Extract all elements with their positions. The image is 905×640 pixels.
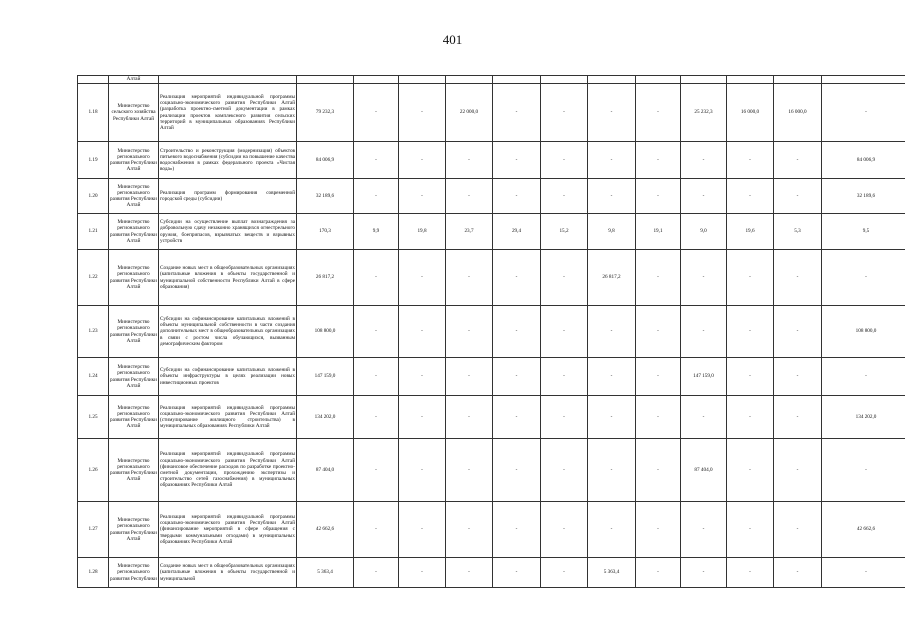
year-value-cell: - (446, 558, 493, 588)
year-value-cell: 147 159,0 (681, 358, 727, 396)
description-cell: Реализация мероприятий индивидуальной программы социально-экономического развития Республики Алтай (стимулирование жилищного строительства) в муниципальных образованиях Республики Алтай (159, 396, 297, 439)
year-value-cell: - (681, 179, 727, 214)
table-row (78, 502, 905, 558)
description-cell: Реализация программ формирования современной городской среды (субсидии) (159, 179, 297, 214)
agency-cell: Министерство регионального развития Республики Алтай (109, 179, 159, 214)
year-value-cell: - (541, 358, 588, 396)
agency-cell: Министерство регионального развития Республики Алтай (109, 306, 159, 358)
total-value-cell: 108 800,0 (297, 306, 354, 358)
total-value-cell: 79 232,3 (297, 84, 354, 142)
year-value-cell: - (774, 558, 822, 588)
agency-cell: Министерство регионального развития Республики Алтай (109, 502, 159, 558)
year-value-cell: - (399, 396, 446, 439)
year-value-cell: - (588, 396, 636, 439)
year-value-cell: - (727, 558, 774, 588)
year-value-cell: 84 006,9 (822, 142, 905, 179)
year-value-cell: 19,1 (636, 214, 681, 250)
year-value-cell: - (588, 84, 636, 142)
year-value-cell: - (541, 558, 588, 588)
agency-cell: Министерство регионального развития Республики Алтай (109, 214, 159, 250)
table-row (78, 358, 905, 396)
year-value-cell: - (446, 502, 493, 558)
agency-cell: Министерство регионального развития Республики (109, 558, 159, 588)
year-value-cell: - (399, 558, 446, 588)
row-number-cell: 1.25 (78, 396, 109, 439)
year-value-cell: - (822, 439, 905, 502)
description-cell: Субсидии на софинансирование капитальных вложений в объекты муниципальной собственности в части создания дополнительных мест в общеобразовательных организациях в связи с ростом числа обучающихся, вызванным демографическим фактором (159, 306, 297, 358)
agency-cell: Министерство регионального развития Республики Алтай (109, 358, 159, 396)
year-value-cell: - (354, 439, 399, 502)
year-value-cell: - (446, 439, 493, 502)
total-value-cell: 87 404,0 (297, 439, 354, 502)
agency-cell: Министерство сельского хозяйства Республики Алтай (109, 84, 159, 142)
year-value-cell: - (399, 306, 446, 358)
row-number-cell: 1.21 (78, 214, 109, 250)
year-value-cell: - (727, 502, 774, 558)
table-row (78, 396, 905, 439)
year-value-cell: 16 000,0 (727, 84, 774, 142)
year-value-cell: - (446, 179, 493, 214)
year-value-cell: - (493, 142, 541, 179)
year-value-cell: - (681, 306, 727, 358)
table-row (78, 142, 905, 179)
year-value-cell: - (446, 358, 493, 396)
year-value-cell: 26 817,2 (588, 250, 636, 306)
year-value-cell: - (493, 558, 541, 588)
year-value-cell: - (399, 250, 446, 306)
year-value-cell: - (727, 439, 774, 502)
year-value-cell: 19,6 (727, 214, 774, 250)
year-value-cell: - (774, 250, 822, 306)
year-value-cell: - (493, 439, 541, 502)
year-value-cell: - (727, 250, 774, 306)
agency-cell: Министерство регионального развития Республики Алтай (109, 396, 159, 439)
year-value-cell: - (354, 502, 399, 558)
agency-cell: Алтай (109, 76, 159, 84)
row-number-cell: 1.28 (78, 558, 109, 588)
row-number-cell: 1.19 (78, 142, 109, 179)
year-value-cell: - (727, 306, 774, 358)
year-value-cell: - (727, 358, 774, 396)
year-value-cell: - (541, 396, 588, 439)
description-cell: Реализация мероприятий индивидуальной программы социально-экономического развития Республики Алтай (разработка проектно-сметной документации в рамках реализации проектов комплексного развития сельских территорий в муниципальных образованиях Республики Алтай (159, 84, 297, 142)
description-cell: Создание новых мест в общеобразовательных организациях (капитальные вложения в объекты государственной и муниципальной (159, 558, 297, 588)
agency-cell: Министерство регионального развития Республики Алтай (109, 439, 159, 502)
description-cell: Реализация мероприятий индивидуальной программы социально-экономического развития Республики Алтай (финансирование мероприятий в сфере обращения с твердыми коммунальными отходами) в муниципальных образованиях Республики Алтай (159, 502, 297, 558)
year-value-cell: 9,9 (354, 214, 399, 250)
year-value-cell: - (354, 306, 399, 358)
year-value-cell: - (727, 179, 774, 214)
year-value-cell: - (681, 396, 727, 439)
year-value-cell: - (822, 358, 905, 396)
year-value-cell: 5,3 (774, 214, 822, 250)
row-number-cell: 1.24 (78, 358, 109, 396)
table-row (78, 558, 905, 588)
year-value-cell: - (354, 250, 399, 306)
year-value-cell: - (493, 250, 541, 306)
year-value-cell: - (774, 439, 822, 502)
table-row (78, 179, 905, 214)
row-number-cell: 1.27 (78, 502, 109, 558)
year-value-cell: - (541, 502, 588, 558)
year-value-cell: - (493, 306, 541, 358)
year-value-cell: - (493, 84, 541, 142)
year-value-cell: - (636, 439, 681, 502)
year-value-cell: 29,4 (493, 214, 541, 250)
year-value-cell: - (446, 396, 493, 439)
agency-cell: Министерство регионального развития Республики Алтай (109, 142, 159, 179)
year-value-cell: - (774, 306, 822, 358)
year-value-cell: 9,0 (681, 214, 727, 250)
year-value-cell: - (636, 84, 681, 142)
total-value-cell: 32 189,6 (297, 179, 354, 214)
budget-table (77, 75, 905, 588)
year-value-cell: - (493, 179, 541, 214)
description-cell: Строительство и реконструкция (модернизация) объектов питьевого водоснабжения (субсидии на повышение качества водоснабжения в рамках федерального проекта «Чистая вода») (159, 142, 297, 179)
year-value-cell: - (399, 179, 446, 214)
row-number-cell: 1.18 (78, 84, 109, 142)
description-cell: Реализация мероприятий индивидуальной программы социально-экономического развития Республики Алтай (финансовое обеспечение расходов по разработке проектно-сметной документации, прохождению экспертизы и строительство сетей газоснабжения) в муниципальных образованиях Республики Алтай (159, 439, 297, 502)
year-value-cell: - (774, 502, 822, 558)
year-value-cell: - (541, 84, 588, 142)
year-value-cell: - (399, 502, 446, 558)
year-value-cell: 16 000,0 (774, 84, 822, 142)
description-cell: Субсидии на осуществление выплат вознаграждения за добровольную сдачу незаконно хранящихся огнестрельного оружия, боеприпасов, взрывчатых веществ и взрывных устройств (159, 214, 297, 250)
total-value-cell: 42 662,6 (297, 502, 354, 558)
year-value-cell: - (727, 142, 774, 179)
year-value-cell: - (493, 358, 541, 396)
table-row (78, 214, 905, 250)
table-row (78, 439, 905, 502)
year-value-cell: - (446, 142, 493, 179)
year-value-cell: - (681, 142, 727, 179)
year-value-cell: - (681, 558, 727, 588)
year-value-cell: - (636, 179, 681, 214)
year-value-cell: - (727, 396, 774, 439)
year-value-cell: 87 404,0 (681, 439, 727, 502)
year-value-cell: 23,7 (446, 214, 493, 250)
year-value-cell: 9,8 (588, 214, 636, 250)
year-value-cell: 19,8 (399, 214, 446, 250)
row-number-cell: 1.23 (78, 306, 109, 358)
year-value-cell: - (354, 396, 399, 439)
year-value-cell: - (636, 250, 681, 306)
year-value-cell: 134 202,0 (822, 396, 905, 439)
year-value-cell: 25 232,3 (681, 84, 727, 142)
year-value-cell: 108 800,0 (822, 306, 905, 358)
table-row-continuation (78, 76, 905, 84)
year-value-cell: - (588, 306, 636, 358)
year-value-cell: - (399, 439, 446, 502)
year-value-cell: - (354, 84, 399, 142)
year-value-cell: - (636, 306, 681, 358)
year-value-cell: 32 189,6 (822, 179, 905, 214)
year-value-cell: - (588, 179, 636, 214)
table-row (78, 306, 905, 358)
year-value-cell: - (774, 142, 822, 179)
year-value-cell: - (588, 502, 636, 558)
description-cell: Создание новых мест в общеобразовательных организациях (капитальные вложения в объекты государственной и муниципальной собственности Республики Алтай в сфере образования) (159, 250, 297, 306)
year-value-cell: - (493, 396, 541, 439)
total-value-cell: 5 363,4 (297, 558, 354, 588)
table-row (78, 250, 905, 306)
row-number-cell: 1.20 (78, 179, 109, 214)
total-value-cell: 84 006,9 (297, 142, 354, 179)
year-value-cell: - (636, 396, 681, 439)
year-value-cell: - (399, 358, 446, 396)
year-value-cell: - (541, 179, 588, 214)
year-value-cell: - (446, 306, 493, 358)
year-value-cell: 9,5 (822, 214, 905, 250)
year-value-cell: - (493, 502, 541, 558)
year-value-cell: - (636, 502, 681, 558)
total-value-cell: 134 202,0 (297, 396, 354, 439)
year-value-cell: - (636, 358, 681, 396)
year-value-cell: - (822, 250, 905, 306)
total-value-cell: 147 159,0 (297, 358, 354, 396)
year-value-cell: - (681, 250, 727, 306)
year-value-cell: - (588, 358, 636, 396)
page-number: 401 (442, 32, 463, 47)
year-value-cell: - (446, 250, 493, 306)
year-value-cell: - (399, 84, 446, 142)
year-value-cell: - (541, 250, 588, 306)
year-value-cell: - (822, 558, 905, 588)
year-value-cell: 5 363,4 (588, 558, 636, 588)
year-value-cell: - (774, 396, 822, 439)
year-value-cell: - (636, 558, 681, 588)
year-value-cell: - (588, 439, 636, 502)
year-value-cell: - (354, 142, 399, 179)
year-value-cell: - (399, 142, 446, 179)
year-value-cell: - (681, 502, 727, 558)
year-value-cell: - (541, 306, 588, 358)
year-value-cell: - (541, 142, 588, 179)
year-value-cell: - (354, 558, 399, 588)
total-value-cell: 170,3 (297, 214, 354, 250)
year-value-cell: - (774, 358, 822, 396)
year-value-cell: - (822, 84, 905, 142)
year-value-cell: - (774, 179, 822, 214)
year-value-cell: - (354, 358, 399, 396)
row-number-cell: 1.26 (78, 439, 109, 502)
table-row (78, 84, 905, 142)
year-value-cell: - (588, 142, 636, 179)
year-value-cell: 22 000,0 (446, 84, 493, 142)
total-value-cell: 26 817,2 (297, 250, 354, 306)
year-value-cell: - (354, 179, 399, 214)
year-value-cell: 15,2 (541, 214, 588, 250)
year-value-cell: 42 662,6 (822, 502, 905, 558)
row-number-cell: 1.22 (78, 250, 109, 306)
agency-cell: Министерство регионального развития Республики Алтай (109, 250, 159, 306)
year-value-cell: - (636, 142, 681, 179)
description-cell: Субсидии на софинансирование капитальных вложений в объекты инфраструктуры в целях реализации новых инвестиционных проектов (159, 358, 297, 396)
year-value-cell: - (541, 439, 588, 502)
